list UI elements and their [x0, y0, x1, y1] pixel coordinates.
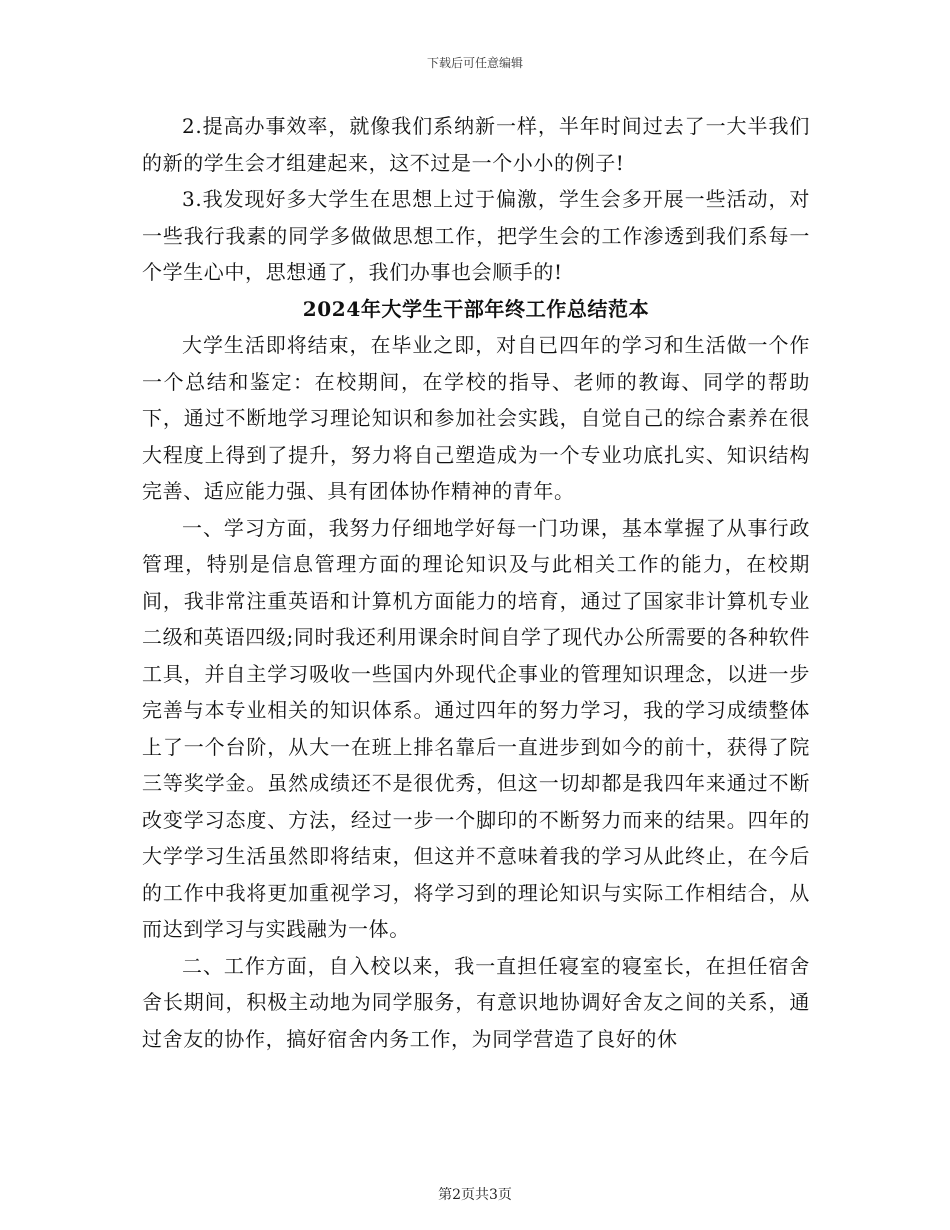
- document-title: 2024年大学生干部年终工作总结范本: [302, 296, 650, 321]
- paragraph-intro: 大学生活即将结束，在毕业之即，对自已四年的学习和生活做一个作一个总结和鉴定：在校期间，在学校的指导、老师的教诲、同学的帮助下，通过不断地学习理论知识和参加社会实践，自觉自己的综合素养在很大程度上得到了提升，努力将自己塑造成为一个专业功底扎实、知识结构完善、适应能力强、具有团体协作精神的青年。: [142, 333, 810, 503]
- paragraph-work: 二、工作方面，自入校以来，我一直担任寝室的寝室长，在担任宿舍舍长期间，积极主动地为同学服务，有意识地协调好舍友之间的关系，通过舍友的协作，搞好宿舍内务工作，为同学营造了良好的休: [142, 953, 810, 1051]
- paragraph-efficiency: 2.提高办事效率，就像我们系纳新一样，半年时间过去了一大半我们的新的学生会才组建起来，这不过是一个小小的例子!: [142, 114, 810, 175]
- paragraph-study: 一、学习方面，我努力仔细地学好每一门功课，基本掌握了从事行政管理，特别是信息管理方面的理论知识及与此相关工作的能力，在校期间，我非常注重英语和计算机方面能力的培育，通过了国家非计算机专业二级和英语四级;同时我还利用课余时间自学了现代办公所需要的各种软件工具，并自主学习吸收一些国内外现代企事业的管理知识理念，以进一步完善与本专业相关的知识体系。通过四年的努力学习，我的学习成绩整体上了一个台阶，从大一在班上排名靠后一直进步到如今的前十，获得了院三等奖学金。虽然成绩还不是很优秀，但这一切却都是我四年来通过不断改变学习态度、方法，经过一步一个脚印的不断努力而来的结果。四年的大学学习生活虽然即将结束，但这并不意味着我的学习从此终止，在今后的工作中我将更加重视学习，将学习到的理论知识与实际工作相结合，从而达到学习与实践融为一体。: [142, 515, 810, 941]
- paragraph-student-thinking: 3.我发现好多大学生在思想上过于偏激，学生会多开展一些活动，对一些我行我素的同学多做做思想工作，把学生会的工作渗透到我们系每一个学生心中，思想通了，我们办事也会顺手的!: [142, 187, 810, 284]
- page-number: 第2页共3页: [438, 1187, 512, 1203]
- document-body: [142, 108, 810, 1057]
- page-header: 下载后可任意编辑: [426, 56, 523, 70]
